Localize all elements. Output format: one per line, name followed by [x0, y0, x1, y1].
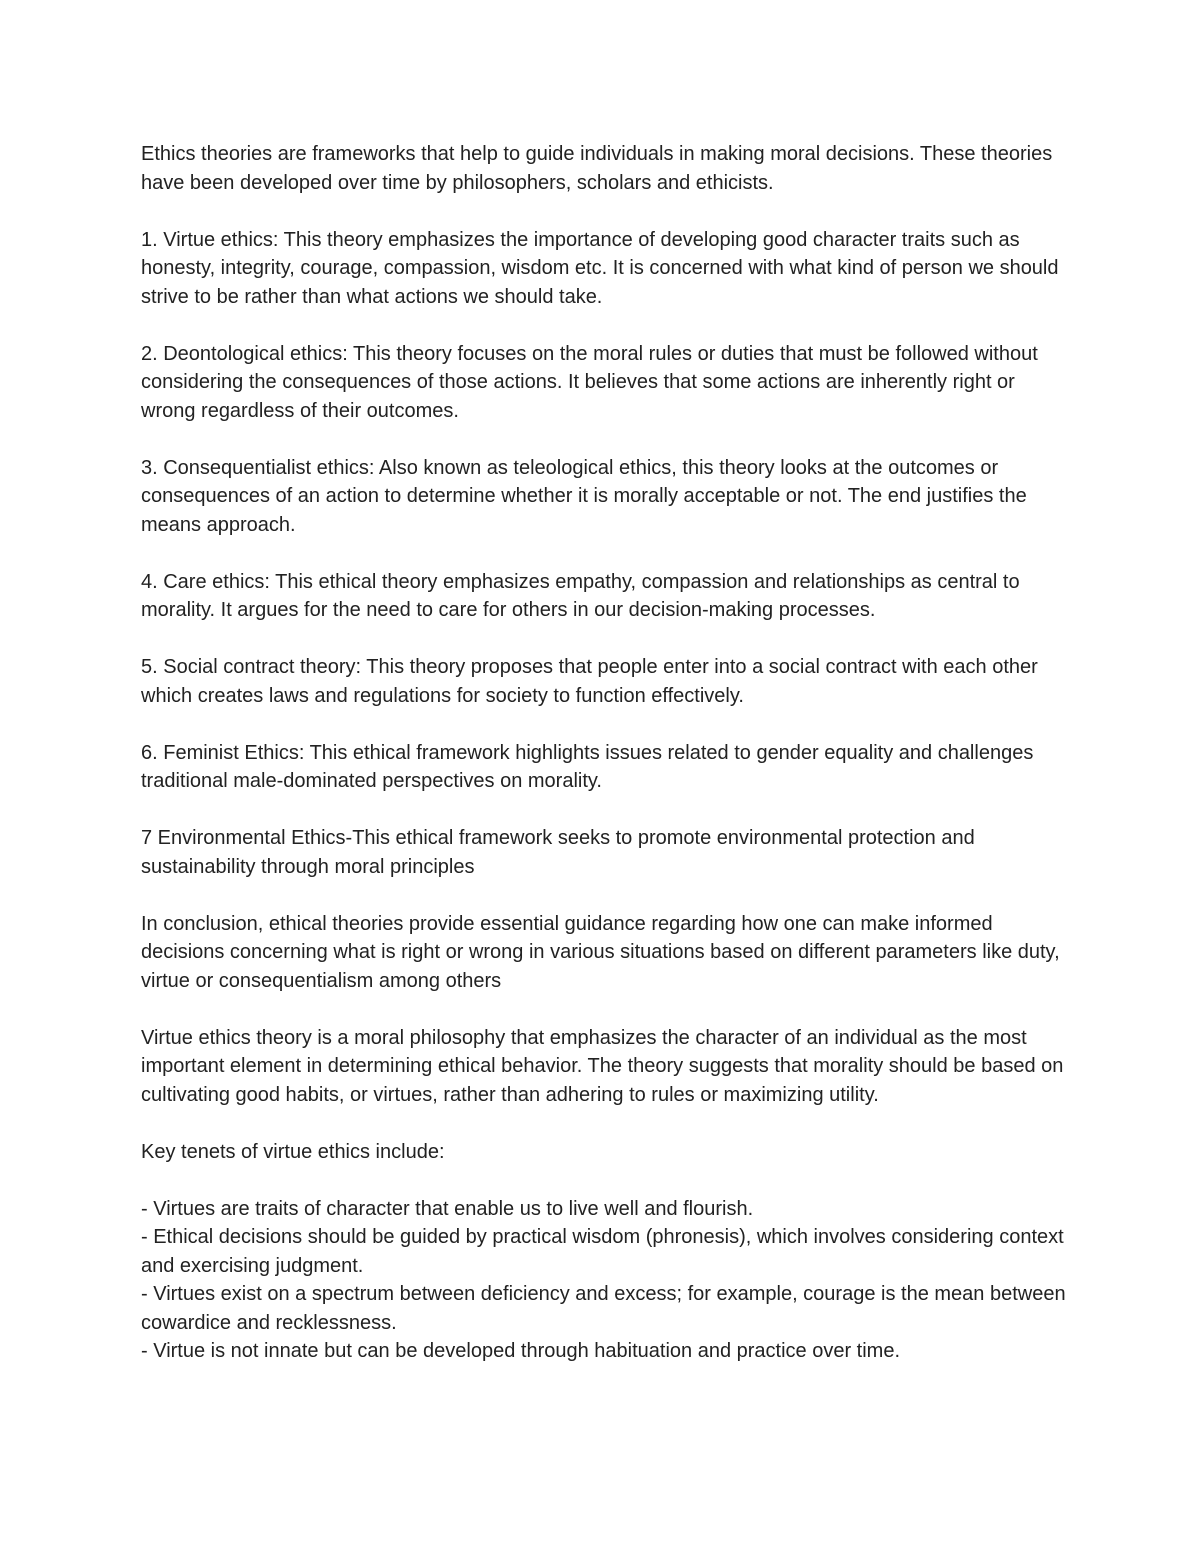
tenet-item: - Virtue is not innate but can be developed through habituation and practice over time. [141, 1340, 901, 1362]
tenets-heading: Key tenets of virtue ethics include: [141, 1140, 445, 1163]
virtue-ethics-intro-paragraph: Virtue ethics theory is a moral philosophy that emphasizes the character of an individual as the most important element in determining ethical behavior. The theory suggests that morality should be based on cultivating good habits, or virtues, rather than adhering to rules or maximizing utility. [141, 1026, 1064, 1106]
theory-environmental-ethics: 7 Environmental Ethics-This ethical framework seeks to promote environmental protection and sustainability through moral principles [141, 827, 975, 878]
theory-consequentialist-ethics: 3. Consequentialist ethics: Also known as teleological ethics, this theory looks at the outcomes or consequences of an action to determine whether it is morally acceptable or not. The end justifies the means approach. [141, 456, 1027, 536]
tenet-item: - Ethical decisions should be guided by practical wisdom (phronesis), which involves considering context and exercising judgment. [141, 1226, 1064, 1277]
theory-social-contract: 5. Social contract theory: This theory proposes that people enter into a social contract with each other which creates laws and regulations for society to function effectively. [141, 656, 1038, 707]
theory-care-ethics: 4. Care ethics: This ethical theory emphasizes empathy, compassion and relationships as central to morality. It argues for the need to care for others in our decision-making processes. [141, 570, 1020, 621]
tenet-item: - Virtues are traits of character that enable us to live well and flourish. [141, 1197, 754, 1220]
tenets-list [141, 1195, 1071, 1366]
theory-deontological-ethics: 2. Deontological ethics: This theory focuses on the moral rules or duties that must be followed without considering the consequences of those actions. It believes that some actions are inherently right or wrong regardless of their outcomes. [141, 342, 1038, 422]
theory-feminist-ethics: 6. Feminist Ethics: This ethical framework highlights issues related to gender equality and challenges traditional male-dominated perspectives on morality. [141, 741, 1034, 792]
intro-paragraph: Ethics theories are frameworks that help to guide individuals in making moral decisions. These theories have been developed over time by philosophers, scholars and ethicists. [141, 143, 1053, 194]
conclusion-paragraph: In conclusion, ethical theories provide essential guidance regarding how one can make informed decisions concerning what is right or wrong in various situations based on different parameters like duty, virtue or consequentialism among others [141, 912, 1060, 992]
document-page [141, 140, 1071, 1366]
tenet-item: - Virtues exist on a spectrum between deficiency and excess; for example, courage is the mean between cowardice and recklessness. [141, 1283, 1066, 1334]
theory-virtue-ethics: 1. Virtue ethics: This theory emphasizes the importance of developing good character traits such as honesty, integrity, courage, compassion, wisdom etc. It is concerned with what kind of person we should strive to be rather than what actions we should take. [141, 228, 1059, 308]
